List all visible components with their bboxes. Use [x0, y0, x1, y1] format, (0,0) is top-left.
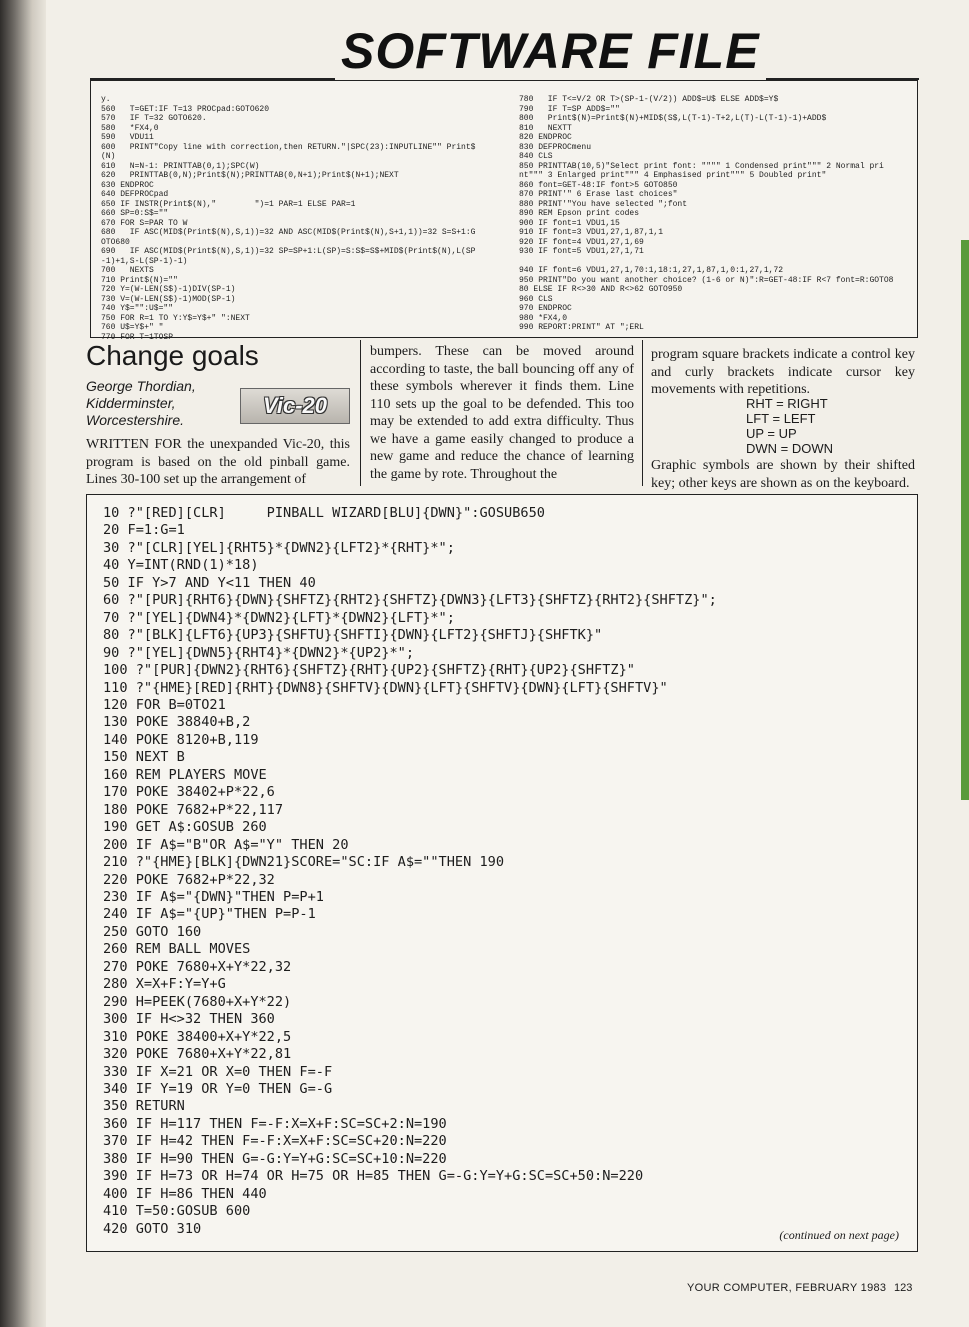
key-legend	[746, 396, 833, 456]
text-line	[519, 257, 914, 267]
text-line: 20 F=1:G=1	[103, 522, 185, 539]
text-line: 970 ENDPROC	[519, 304, 572, 313]
text-line: 660 SP=0:S$=""	[101, 209, 169, 218]
text-line: 680 IF ASC(MID$(Print$(N),S,1))=32 AND ASC(MID$(Print$(N),S+1,1))=32 S=S+1:G	[101, 228, 476, 237]
text-line: 840 CLS	[519, 152, 553, 161]
text-line: 570 IF T=32 GOTO620.	[101, 114, 207, 123]
listing-column-right	[519, 95, 914, 333]
text-line: 730 V=(W-LEN(S$)-1)MOD(SP-1)	[101, 294, 236, 304]
text-line: 910 IF font=3 VDU1,27,1,87,1,1	[519, 228, 664, 237]
text-line: 950 PRINT"Do you want another choice? (1-6 or N)":R=GET-48:IF R<7 font=R:GOTO8	[519, 275, 894, 285]
text-line: 760 U$=Y$+" "	[101, 323, 164, 332]
text-line: 870 PRINT'" 6 Erase last choices"	[519, 190, 678, 199]
text-line: 700 NEXTS	[101, 266, 154, 275]
text-line: 80 ?"[BLK]{LFT6}{UP3}{SHFTU}{SHFTI}{DWN}{LFT2}{SHFTJ}{SHFTK}"	[103, 627, 603, 644]
text-line: 780 IF T<=V/2 OR T>(SP-1-(V/2)) ADD$=U$ ELSE ADD$=Y$	[519, 95, 779, 104]
text-line: 930 IF font=5 VDU1,27,1,71	[519, 247, 644, 256]
text-line: 130 POKE 38840+B,2	[103, 714, 251, 731]
text-line: 310 POKE 38400+X+Y*22,5	[103, 1028, 292, 1045]
text-line: 70 ?"[YEL]{DWN4}*{DWN2}{LFT}*{DWN2}{LFT}*";	[103, 609, 455, 626]
column-divider	[360, 340, 361, 486]
text-line: Kidderminster,	[86, 395, 176, 411]
text-line: 330 IF X=21 OR X=0 THEN F=-F	[103, 1063, 333, 1080]
text-line: nt""" 3 Enlarged print""" 4 Emphasised print""" 5 Doubled print"	[519, 171, 827, 180]
text-line: 50 IF Y>7 AND Y<11 THEN 40	[103, 574, 316, 591]
text-line: 820 ENDPROC	[519, 133, 572, 142]
footer-magazine: YOUR COMPUTER, FEBRUARY 1983	[687, 1282, 887, 1294]
text-line: 560 T=GET:IF T=13 PROCpad:GOTO620	[101, 104, 270, 114]
text-line: 140 POKE 8120+B,119	[103, 731, 259, 748]
text-line: 100 ?"[PUR]{DWN2}{RHT6}{SHFTZ}{RHT}{UP2}{SHFTZ}{RHT}{UP2}{SHFTZ}"	[103, 662, 635, 679]
vic20-listing-box	[86, 494, 918, 1252]
text-line: 790 IF T=SP ADD$=""	[519, 104, 620, 114]
body-paragraph: bumpers. These can be moved around according to taste, the ball bouncing off any of these symbols wherever it finds them. Line 110 sets up the goal to be defended. This too may be extended to add extra difficulty. Thus we have a game easily changed to produce a new game and reduce the chance of learning the game by rote. Throughout the	[370, 344, 634, 482]
text-line: 350 RETURN	[103, 1098, 185, 1115]
continued-note: (continued on next page)	[779, 1228, 899, 1242]
text-line: 940 IF font=6 VDU1,27,1,70:1,18:1,27,1,87,1,0:1,27,1,72	[519, 266, 784, 275]
text-line: OTO680	[101, 237, 130, 247]
vic-20-badge: Vic-20	[240, 388, 350, 424]
text-line: 170 POKE 38402+P*22,6	[103, 784, 275, 801]
text-line: 420 GOTO 310	[103, 1220, 202, 1237]
text-line: 630 ENDPROC	[101, 180, 154, 190]
text-line: 80 ELSE IF R<>30 AND R<>62 GOTO950	[519, 285, 683, 294]
text-line: George Thordian,	[86, 378, 196, 394]
text-line: 230 IF A$="{DWN}"THEN P=P+1	[103, 888, 324, 905]
text-line: 60 ?"[PUR]{RHT6}{DWN}{SHFTZ}{RHT2}{SHFTZ}{DWN3}{LFT3}{SHFTZ}{RHT2}{SHFTZ}";	[103, 592, 717, 609]
text-line: 240 IF A$="{UP}"THEN P=P-1	[103, 906, 316, 923]
text-line: 250 GOTO 160	[103, 923, 202, 940]
body-paragraph: Graphic symbols are shown by their shifted key; other keys are shown as on the keyboard.	[651, 458, 915, 491]
text-line: 670 FOR S=PAR TO W	[101, 218, 188, 228]
text-line: 180 POKE 7682+P*22,117	[103, 801, 284, 818]
text-line: y.	[101, 95, 111, 104]
text-line: 360 IF H=117 THEN F=-F:X=X+F:SC=SC+2:N=190	[103, 1115, 447, 1132]
text-line: 220 POKE 7682+P*22,32	[103, 871, 275, 888]
text-line: RHT = RIGHT	[746, 396, 828, 411]
text-line: (N)	[101, 152, 116, 161]
text-line: 400 IF H=86 THEN 440	[103, 1185, 267, 1202]
text-line: 880 PRINT'"You have selected ";font	[519, 199, 688, 209]
text-line: 890 REM Epson print codes	[519, 209, 640, 218]
text-line: 740 Y$="":U$=""	[101, 304, 174, 313]
text-line: 900 IF font=1 VDU1,15	[519, 218, 620, 228]
text-line: 590 VDU11	[101, 133, 154, 142]
text-line: 160 REM PLAYERS MOVE	[103, 766, 267, 783]
text-line: UP = UP	[746, 426, 797, 441]
text-line: 860 font=GET-48:IF font>5 GOTO850	[519, 180, 678, 190]
text-line: 300 IF H<>32 THEN 360	[103, 1011, 275, 1028]
text-line: 750 FOR R=1 TO Y:Y$=Y$+" ":NEXT	[101, 313, 250, 323]
text-line: 200 IF A$="B"OR A$="Y" THEN 20	[103, 836, 349, 853]
text-line: 390 IF H=73 OR H=74 OR H=75 OR H=85 THEN G=-G:Y=Y+G:SC=SC+50:N=220	[103, 1168, 644, 1185]
text-line: 320 POKE 7680+X+Y*22,81	[103, 1046, 292, 1063]
text-line: 210 ?"{HME}[BLK]{DWN21}SCORE="SC:IF A$=""THEN 190	[103, 854, 505, 871]
text-line: 640 DEFPROCpad	[101, 190, 169, 199]
author-byline	[86, 378, 196, 429]
text-line: 340 IF Y=19 OR Y=0 THEN G=-G	[103, 1080, 333, 1097]
text-line: Worcestershire.	[86, 412, 185, 428]
text-line: 980 *FX4,0	[519, 313, 568, 323]
text-line: 380 IF H=90 THEN G=-G:Y=Y+G:SC=SC+10:N=220	[103, 1150, 447, 1167]
text-line: -1)+1,S-L(SP-1)-1)	[101, 256, 188, 266]
text-line: 830 DEFPROCmenu	[519, 142, 592, 152]
text-line: 810 NEXTT	[519, 123, 572, 133]
page-edge	[961, 240, 969, 800]
text-line: 610 N=N-1: PRINTTAB(0,1);SPC(W)	[101, 161, 260, 171]
program-listing	[103, 505, 717, 1238]
text-line: 190 GET A$:GOSUB 260	[103, 819, 267, 836]
text-line: 90 ?"[YEL]{DWN5}{RHT4}*{DWN2}*{UP2}*";	[103, 644, 414, 661]
section-title: SOFTWARE FILE	[335, 22, 766, 80]
text-line: 710 Print$(N)=""	[101, 275, 178, 285]
listing-column-left	[101, 95, 506, 342]
text-line: 770 FOR T=1TOSP	[101, 332, 174, 342]
text-line: 30 ?"[CLR][YEL]{RHT5}*{DWN2}{LFT2}*{RHT}*";	[103, 539, 455, 556]
page-number: 123	[894, 1282, 913, 1294]
text-line: 120 FOR B=0TO21	[103, 696, 226, 713]
text-line: 280 X=X+F:Y=Y+G	[103, 976, 226, 993]
text-line: 410 T=50:GOSUB 600	[103, 1203, 251, 1220]
text-line: 620 PRINTTAB(0,N);Print$(N);PRINTTAB(0,N+1);Print$(N+1);NEXT	[101, 171, 399, 180]
text-line: 110 ?"{HME}[RED]{RHT}{DWN8}{SHFTV}{DWN}{LFT}{SHFTV}{DWN}{LFT}{SHFTV}"	[103, 679, 668, 696]
text-line: 370 IF H=42 THEN F=-F:X=X+F:SC=SC+20:N=220	[103, 1133, 447, 1150]
intro-paragraph: WRITTEN FOR the unexpanded Vic-20, this program is based on the old pinball game. Lines 30-100 set up the arrangement of	[86, 437, 350, 487]
column-divider	[642, 340, 643, 486]
text-line: 920 IF font=4 VDU1,27,1,69	[519, 237, 644, 247]
article-title: Change goals	[86, 340, 259, 371]
text-line: 720 Y=(W-LEN(S$)-1)DIV(SP-1)	[101, 285, 236, 294]
text-line: 990 REPORT:PRINT" AT ";ERL	[519, 323, 644, 332]
body-paragraph: program square brackets indicate a control key and curly brackets indicate cursor key movements with repetitions.	[651, 347, 915, 397]
text-line: LFT = LEFT	[746, 411, 816, 426]
text-line: 850 PRINTTAB(10,5)"Select print font: """" 1 Condensed print""" 2 Normal pri	[519, 161, 884, 171]
text-line: 260 REM BALL MOVES	[103, 941, 251, 958]
text-line: 960 CLS	[519, 294, 553, 304]
text-line: 40 Y=INT(RND(1)*18)	[103, 557, 259, 574]
text-line: 10 ?"[RED][CLR] PINBALL WIZARD[BLU]{DWN}":GOSUB650	[103, 505, 545, 521]
bbc-listing-box	[90, 80, 918, 342]
text-line: 270 POKE 7680+X+Y*22,32	[103, 958, 292, 975]
text-line: 600 PRINT"Copy line with correction,then RETURN."|SPC(23):INPUTLINE"" Print$	[101, 142, 476, 152]
text-line: 650 IF INSTR(Print$(N)," ")=1 PAR=1 ELSE PAR=1	[101, 199, 356, 209]
text-line: 150 NEXT B	[103, 749, 185, 766]
text-line: 290 H=PEEK(7680+X+Y*22)	[103, 993, 292, 1010]
text-line: 800 Print$(N)=Print$(N)+MID$(S$,L(T-1)-T+2,L(T)-L(T-1)-1)+ADD$	[519, 114, 827, 123]
text-line: DWN = DOWN	[746, 441, 834, 456]
page-binding-shadow	[0, 0, 46, 1327]
text-line: 580 *FX4,0	[101, 123, 159, 133]
text-line: 690 IF ASC(MID$(Print$(N),S,1))=32 SP=SP+1:L(SP)=S:S$=S$+MID$(Print$(N),L(SP	[101, 247, 476, 256]
